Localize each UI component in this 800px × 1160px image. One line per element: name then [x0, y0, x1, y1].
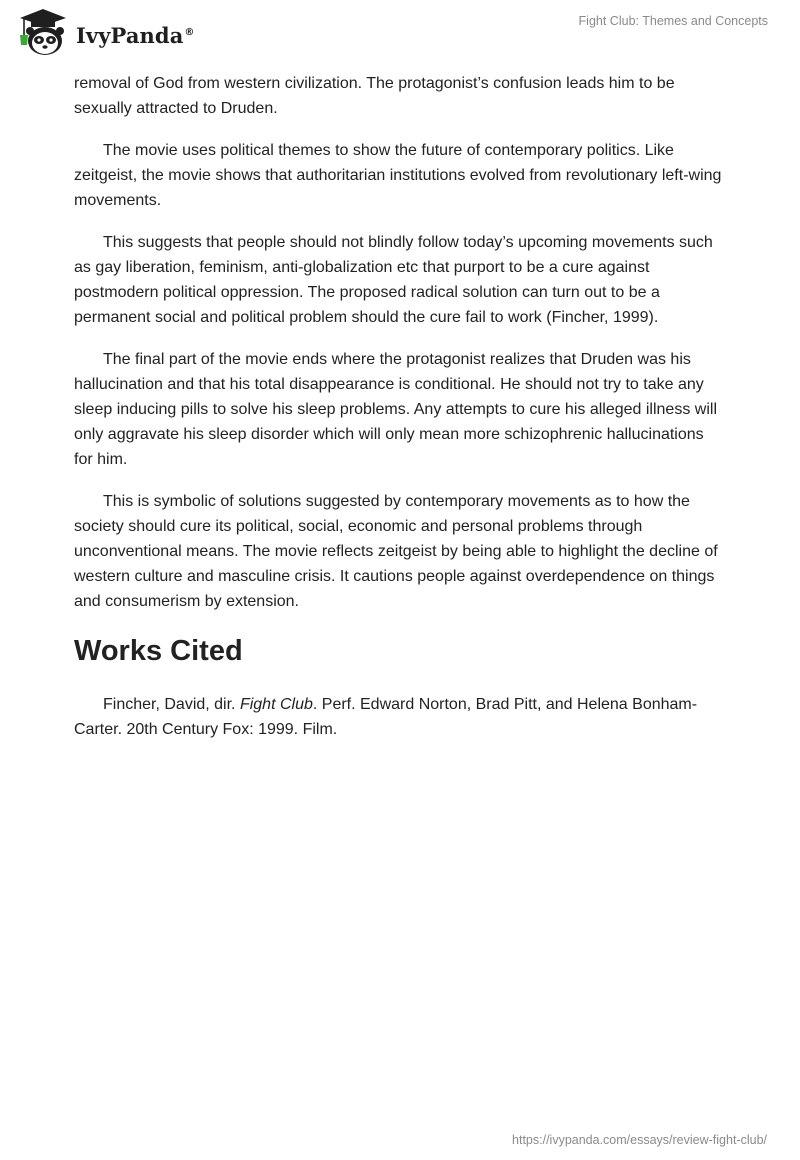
- page-header: [0, 0, 800, 70]
- source-url-link[interactable]: https://ivypanda.com/essays/review-fight-club/: [512, 1133, 767, 1147]
- paragraph: removal of God from western civilization. The protagonist’s confusion leads him to be sexually attracted to Druden.: [74, 75, 675, 117]
- brand-logo[interactable]: [14, 8, 195, 58]
- citation-title: Fight Club: [239, 696, 313, 713]
- document-title: Fight Club: Themes and Concepts: [578, 14, 768, 28]
- paragraph: This is symbolic of solutions suggested by contemporary movements as to how the society should cure its political, social, economic and personal problems through unconventional means. The movie reflects zeitgeist by being able to highlight the decline of western culture and masculine crisis. It cautions people against overdependence on things and consumerism by extension.: [74, 493, 718, 610]
- brand-name: IvyPanda®: [76, 22, 195, 48]
- paragraph: The final part of the movie ends where the protagonist realizes that Druden was his hallucination and that his total disappearance is conditional. He should not try to take any sleep inducing pills to solve his sleep problems. Any attempts to cure his alleged illness will only aggravate his sleep disorder which will only mean more schizophrenic hallucinations for him.: [74, 351, 717, 468]
- works-cited-heading: Works Cited: [74, 635, 243, 667]
- panda-graduate-icon: [14, 8, 72, 58]
- citation-entry: [74, 692, 726, 742]
- paragraph: The movie uses political themes to show the future of contemporary politics. Like zeitgeist, the movie shows that authoritarian institutions evolved from revolutionary left-wing movements.: [74, 142, 722, 209]
- citation-author: Fincher, David, dir.: [103, 696, 240, 713]
- paragraph: This suggests that people should not blindly follow today’s upcoming movements such as gay liberation, feminism, anti-globalization etc that purport to be a cure against postmodern political oppression. The proposed radical solution can turn out to be a permanent social and political problem should the cure fail to work (Fincher, 1999).: [74, 234, 713, 326]
- citation-details: . Perf. Edward Norton, Brad Pitt, and Helena Bonham-Carter. 20th Century Fox: 1999. Film.: [74, 696, 698, 738]
- registered-mark: ®: [184, 26, 195, 38]
- essay-content: [74, 71, 726, 759]
